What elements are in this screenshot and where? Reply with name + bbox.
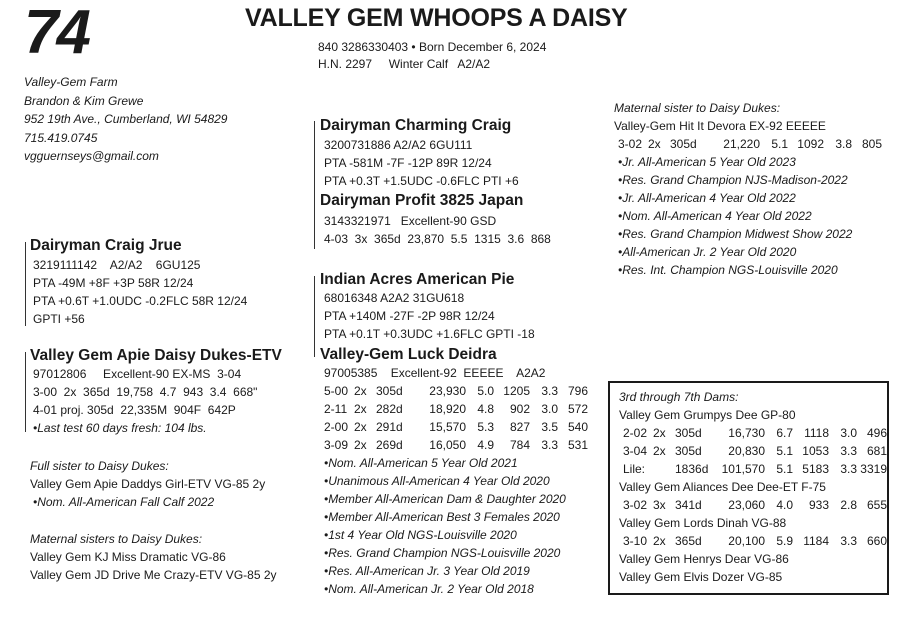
record-cell: 3.3 [840,534,857,548]
farm-phone: 715.419.0745 [24,130,98,145]
dams-box-heading: 3rd through 7th Dams: [619,390,739,404]
record-row [324,418,588,436]
record-cell: 4.9 [477,438,494,452]
record-cell: 3.0 [541,402,558,416]
honor-item: •Nom. All-American Jr. 2 Year Old 2018 [324,582,534,596]
maternal-sister-honors [618,153,882,279]
sire-info [33,256,247,328]
maternal-sister-record [618,135,882,153]
honor-item: •Res. All-American Jr. 3 Year Old 2019 [324,564,530,578]
record-cell: 23,060 [728,498,765,512]
maternal-sister-heading: Maternal sister to Daisy Dukes: [614,101,781,115]
sire-sire-line: PTA -581M -7F -12P 89R 12/24 [324,156,492,170]
record-cell: 305d [675,426,702,440]
sire-line: PTA -49M +8F +3P 58R 12/24 [33,276,194,290]
record-cell: 902 [509,402,530,416]
dam-dam-line: 97005385 Excellent-92 EEEEE A2A2 [324,366,546,380]
honor-item: •Res. Grand Champion NGS-Louisville 2020 [324,546,561,560]
record-cell: 3.0 [840,426,857,440]
honor-item: •Member All-American Dam & Daughter 2020 [324,492,566,506]
record-cell: 1184 [803,534,829,548]
record-cell: 3.3 [840,444,857,458]
farm-email: vgguernseys@gmail.com [24,149,159,164]
dam-7-name: Valley Gem Elvis Dozer VG-85 [619,570,783,584]
dam-line: 97012806 Excellent-90 EX-MS 3-04 [33,367,242,381]
farm-address: 952 19th Ave., Cumberland, WI 54829 [24,112,228,127]
dam-5-records [619,532,887,550]
dam-3-records [619,424,887,478]
dam-name: Valley Gem Apie Daisy Dukes-ETV [30,347,282,364]
record-cell: 540 [567,420,588,434]
record-cell: 3-02 [618,137,643,151]
record-cell: 660 [866,534,887,548]
dam-sire-line: PTA +0.1T +0.3UDC +1.6FLC GPTI -18 [324,327,535,341]
dam-dam-info [324,364,588,598]
maternal-sister-section [614,99,882,279]
honor-item: •Jr. All-American 4 Year Old 2022 [618,191,796,205]
record-cell: 3.3 [541,384,558,398]
dam-3-name: Valley Gem Grumpys Dee GP-80 [619,408,796,422]
record-cell: 3.3 [541,438,558,452]
sire-sire-line: 3200731886 A2/A2 6GU111 [324,138,473,152]
record-cell: 1118 [804,426,829,440]
dam-note: •Last test 60 days fresh: 104 lbs. [33,421,207,435]
record-row [618,135,882,153]
full-sister-name: Valley Gem Apie Daddys Girl-ETV VG-85 2y [30,477,266,491]
hn-line: H.N. 2297 Winter Calf A2/A2 [318,57,491,71]
record-cell: 2x [653,534,666,548]
dam-bracket [25,352,27,432]
dam-side-bracket [314,276,316,357]
sire-sire-name: Dairyman Charming Craig [320,117,512,134]
full-sister-section [30,457,265,511]
record-cell: 531 [567,438,588,452]
sire-name: Dairyman Craig Jrue [30,237,182,254]
record-cell: 20,100 [728,534,765,548]
sire-bracket [25,242,27,326]
honor-item: •Res. Int. Champion NGS-Louisville 2020 [618,263,838,277]
record-cell: 5183 [802,462,829,476]
record-row [623,442,887,460]
record-cell: 5.1 [771,137,788,151]
record-row [623,496,887,514]
record-cell: 1053 [802,444,829,458]
record-cell: 3.3 [840,462,857,476]
record-cell: 1836d [675,462,709,476]
record-cell: 5.1 [776,444,793,458]
record-cell: 2x [354,402,367,416]
record-cell: 2x [653,426,666,440]
sire-side-bracket [314,121,316,249]
dam-sire-name: Indian Acres American Pie [320,271,515,288]
record-cell: 3.8 [835,137,852,151]
record-cell: 305d [376,384,403,398]
sire-dam-name: Dairyman Profit 3825 Japan [320,192,524,209]
record-cell: 305d [675,444,702,458]
honor-item: •Nom. All-American 5 Year Old 2021 [324,456,518,470]
record-row [623,460,887,478]
record-cell: 101,570 [721,462,765,476]
record-cell: 827 [509,420,530,434]
honor-item: •Unanimous All-American 4 Year Old 2020 [324,474,550,488]
record-cell: 4.8 [477,402,494,416]
record-cell: 5.9 [776,534,793,548]
record-cell: 796 [567,384,588,398]
sire-dam-line: 3143321971 Excellent-90 GSD [324,214,497,228]
record-cell: 6.7 [776,426,793,440]
record-cell: 16,730 [728,426,765,440]
full-sister-note: •Nom. All-American Fall Calf 2022 [33,495,215,509]
record-cell: 269d [376,438,403,452]
record-cell: 5.0 [477,384,494,398]
sire-line: PTA +0.6T +1.0UDC -0.2FLC 58R 12/24 [33,294,248,308]
record-cell: 2.8 [840,498,857,512]
record-cell: 18,920 [429,402,466,416]
dam-dam-name: Valley-Gem Luck Deidra [320,346,497,363]
record-cell: 3319 [860,462,887,476]
dam-6-name: Valley Gem Henrys Dear VG-86 [619,552,789,566]
dam-sire-line: 68016348 A2A2 31GU618 [324,291,465,305]
record-cell: 2x [354,420,367,434]
record-cell: 291d [376,420,403,434]
sire-dam-info [324,212,551,248]
record-cell: 282d [376,402,403,416]
record-cell: 2-02 [623,426,648,440]
honor-item: •All-American Jr. 2 Year Old 2020 [618,245,797,259]
sire-line: GPTI +56 [33,312,85,326]
record-cell: 2x [354,384,367,398]
maternal-sister-name: Valley Gem KJ Miss Dramatic VG-86 [30,550,226,564]
record-cell: 3-10 [623,534,648,548]
sire-line: 3219111142 A2/A2 6GU125 [33,258,201,272]
dam-5-name: Valley Gem Lords Dinah VG-88 [619,516,787,530]
dam-sire-info [324,289,535,343]
record-cell: Lile: [623,462,646,476]
dam-4-name: Valley Gem Aliances Dee Dee-ET F-75 [619,480,826,494]
record-cell: 572 [567,402,588,416]
record-cell: 341d [675,498,702,512]
dam-info [33,365,257,437]
honor-item: •Member All-American Best 3 Females 2020 [324,510,560,524]
full-sister-heading: Full sister to Daisy Dukes: [30,459,169,473]
record-cell: 4.0 [776,498,793,512]
record-cell: 784 [509,438,530,452]
record-cell: 5.3 [477,420,494,434]
record-cell: 933 [808,498,829,512]
ancestor-dams-box [608,381,889,595]
honor-item: •1st 4 Year Old NGS-Louisville 2020 [324,528,517,542]
dam-record: 3-00 2x 365d 19,758 4.7 943 3.4 668" [33,385,258,399]
record-cell: 1092 [797,137,824,151]
dam-dam-honors [324,454,588,598]
record-cell: 655 [866,498,887,512]
record-cell: 15,570 [429,420,466,434]
record-cell: 3.5 [541,420,558,434]
dam-sire-line: PTA +140M -27F -2P 98R 12/24 [324,309,495,323]
record-cell: 5.1 [776,462,793,476]
lot-number: 74 [24,0,89,67]
record-cell: 2-11 [324,402,348,416]
id-line: 840 3286330403 • Born December 6, 2024 [318,40,547,54]
record-cell: 2x [653,444,666,458]
record-cell: 3-09 [324,438,349,452]
record-cell: 2x [648,137,661,151]
record-cell: 805 [861,137,882,151]
record-cell: 305d [670,137,697,151]
record-cell: 21,220 [723,137,760,151]
honor-item: •Jr. All-American 5 Year Old 2023 [618,155,796,169]
record-cell: 16,050 [429,438,466,452]
maternal-sisters-section [30,530,277,584]
record-cell: 365d [675,534,702,548]
maternal-sisters-heading: Maternal sisters to Daisy Dukes: [30,532,203,546]
record-cell: 5-00 [324,384,349,398]
record-row [324,400,588,418]
record-row [324,436,588,454]
record-row [623,424,887,442]
record-cell: 496 [866,426,887,440]
record-cell: 2-00 [324,420,349,434]
record-cell: 1205 [503,384,530,398]
dam-record: 4-01 proj. 305d 22,335M 904F 642P [33,403,236,417]
record-cell: 3-04 [623,444,648,458]
animal-title: VALLEY GEM WHOOPS A DAISY [245,4,628,32]
record-cell: 20,830 [728,444,765,458]
farm-info [24,73,227,166]
record-row [324,382,588,400]
honor-item: •Res. Grand Champion NJS-Madison-2022 [618,173,848,187]
honor-item: •Nom. All-American 4 Year Old 2022 [618,209,812,223]
record-row [623,532,887,550]
sire-dam-line: 4-03 3x 365d 23,870 5.5 1315 3.6 868 [324,232,551,246]
record-cell: 23,930 [429,384,466,398]
maternal-sister-name: Valley Gem JD Drive Me Crazy-ETV VG-85 2y [30,568,277,582]
dam-4-records [619,496,887,514]
farm-name: Valley-Gem Farm [24,75,118,89]
record-cell: 3-02 [623,498,648,512]
sire-sire-info [324,136,519,190]
maternal-sister-name: Valley-Gem Hit It Devora EX-92 EEEEE [614,119,826,133]
record-cell: 2x [354,438,367,452]
record-cell: 681 [866,444,887,458]
dam-dam-records [324,382,588,454]
farm-owners: Brandon & Kim Grewe [24,93,144,108]
record-cell: 3x [653,498,666,512]
sire-sire-line: PTA +0.3T +1.5UDC -0.6FLC PTI +6 [324,174,519,188]
honor-item: •Res. Grand Champion Midwest Show 2022 [618,227,853,241]
